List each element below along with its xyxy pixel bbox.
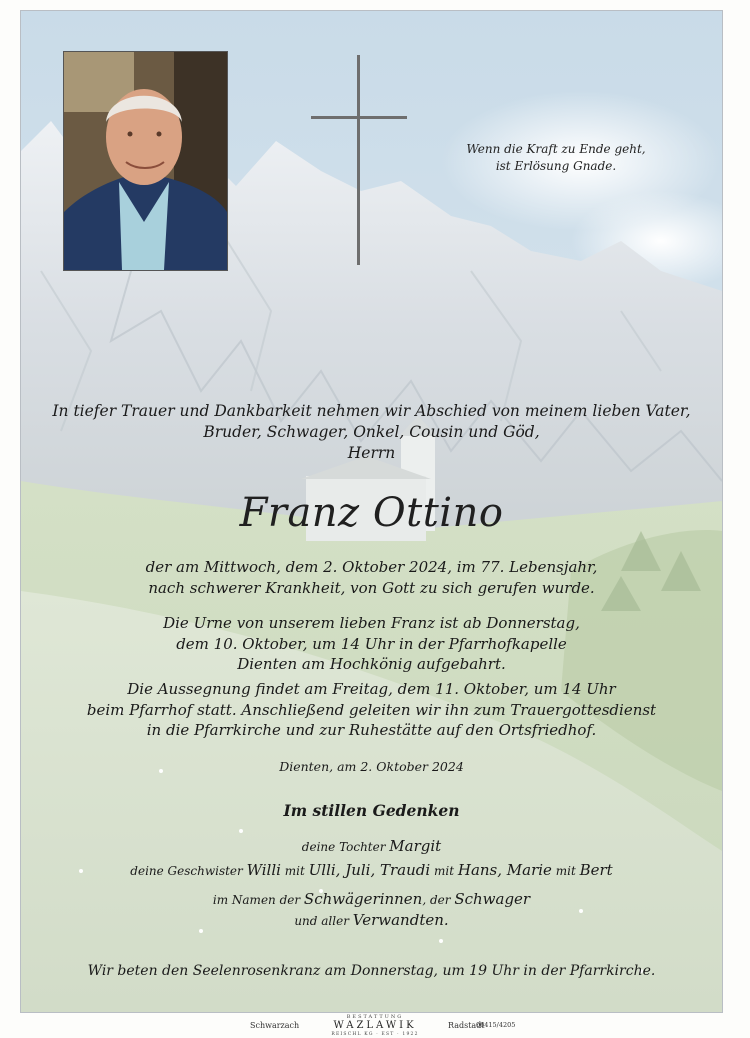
mourner-daughter	[21, 837, 722, 856]
mourner-name: Ulli, Juli, Traudi	[308, 861, 431, 879]
footer-location-left: Schwarzach	[250, 1021, 300, 1030]
notice-line: in die Pfarrkirche und zur Ruhestätte auf den Ortsfriedhof.	[146, 721, 597, 739]
mourner-prefix: deine Geschwister	[130, 864, 243, 878]
in-memory-heading: Im stillen Gedenken	[283, 801, 460, 820]
footer-phone: 06415/4205	[476, 1021, 516, 1029]
notice-line: nach schwerer Krankheit, von Gott zu sich gerufen wurde.	[148, 578, 595, 597]
mourner-name: Bert	[579, 861, 613, 879]
mourner-name: Schwägerinnen	[303, 890, 423, 908]
notice-line: beim Pfarrhof statt. Anschließend geleiten wir ihn zum Trauergottesdienst	[86, 700, 657, 719]
mourner-connector: mit	[280, 864, 309, 878]
mourner-siblings-names	[246, 861, 613, 879]
mourner-inlaws-text	[212, 890, 531, 908]
mourner-relatives	[21, 911, 722, 930]
mourner-connector: , der	[422, 893, 455, 907]
portrait-photo	[63, 51, 228, 271]
mourner-connector: mit	[430, 864, 458, 878]
intro-line: Bruder, Schwager, Onkel, Cousin und Göd,	[203, 423, 540, 441]
mourner-prefix: deine Tochter	[301, 840, 386, 854]
notice-line: Die Urne von unserem lieben Franz ist ab Donnerstag,	[163, 614, 580, 632]
mourner-name: Margit	[389, 837, 442, 855]
epitaph-quote	[441, 141, 671, 175]
logo-bottom-line: REISCHL KG · EST · 1922	[331, 1032, 419, 1037]
intro-text	[21, 401, 722, 464]
mourner-connector: im Namen der	[212, 893, 304, 907]
parte-card	[20, 10, 723, 1013]
funeral-home-footer	[0, 1014, 750, 1038]
urn-notice	[21, 613, 722, 675]
notice-line: der am Mittwoch, dem 2. Oktober 2024, im 77. Lebensjahr,	[145, 558, 598, 576]
notice-line: Die Aussegnung findet am Freitag, dem 11. Oktober, um 14 Uhr	[127, 680, 616, 698]
mourner-relatives-text	[294, 911, 449, 929]
blessing-notice	[21, 679, 722, 741]
logo-top-line: BESTATTUNG	[346, 1014, 404, 1020]
intro-line: In tiefer Trauer und Dankbarkeit nehmen wir Abschied von meinem lieben Vater,	[52, 402, 691, 420]
notice-line: Dienten am Hochkönig aufgebahrt.	[237, 655, 506, 673]
death-notice	[21, 557, 722, 598]
mourner-connector: mit	[551, 864, 580, 878]
funeral-home-logo	[316, 1014, 434, 1037]
notice-line: dem 10. Oktober, um 14 Uhr in der Pfarrhofkapelle	[176, 634, 567, 653]
quote-line: Wenn die Kraft zu Ende geht,	[466, 142, 646, 156]
mourner-siblings	[21, 861, 722, 880]
place-date: Dienten, am 2. Oktober 2024	[279, 759, 464, 774]
quote-line: ist Erlösung Gnade.	[495, 159, 617, 173]
mourner-name: Schwager	[454, 890, 531, 908]
intro-line: Herrn	[347, 444, 396, 462]
mourner-name: Hans, Marie	[457, 861, 552, 879]
cross-symbol	[311, 55, 407, 265]
deceased-name: Franz Ottino	[239, 490, 504, 536]
rosary-notice: Wir beten den Seelenrosenkranz am Donnerstag, um 19 Uhr in der Pfarrkirche.	[87, 963, 656, 979]
mourner-name: Verwandten.	[352, 911, 449, 929]
footer-location-right: Radstadt	[448, 1021, 485, 1030]
mourner-name: Willi	[246, 861, 281, 879]
logo-brand: WAZLAWIK	[333, 1020, 417, 1031]
mourner-inlaws	[21, 890, 722, 909]
mourner-connector: und aller	[294, 914, 353, 928]
